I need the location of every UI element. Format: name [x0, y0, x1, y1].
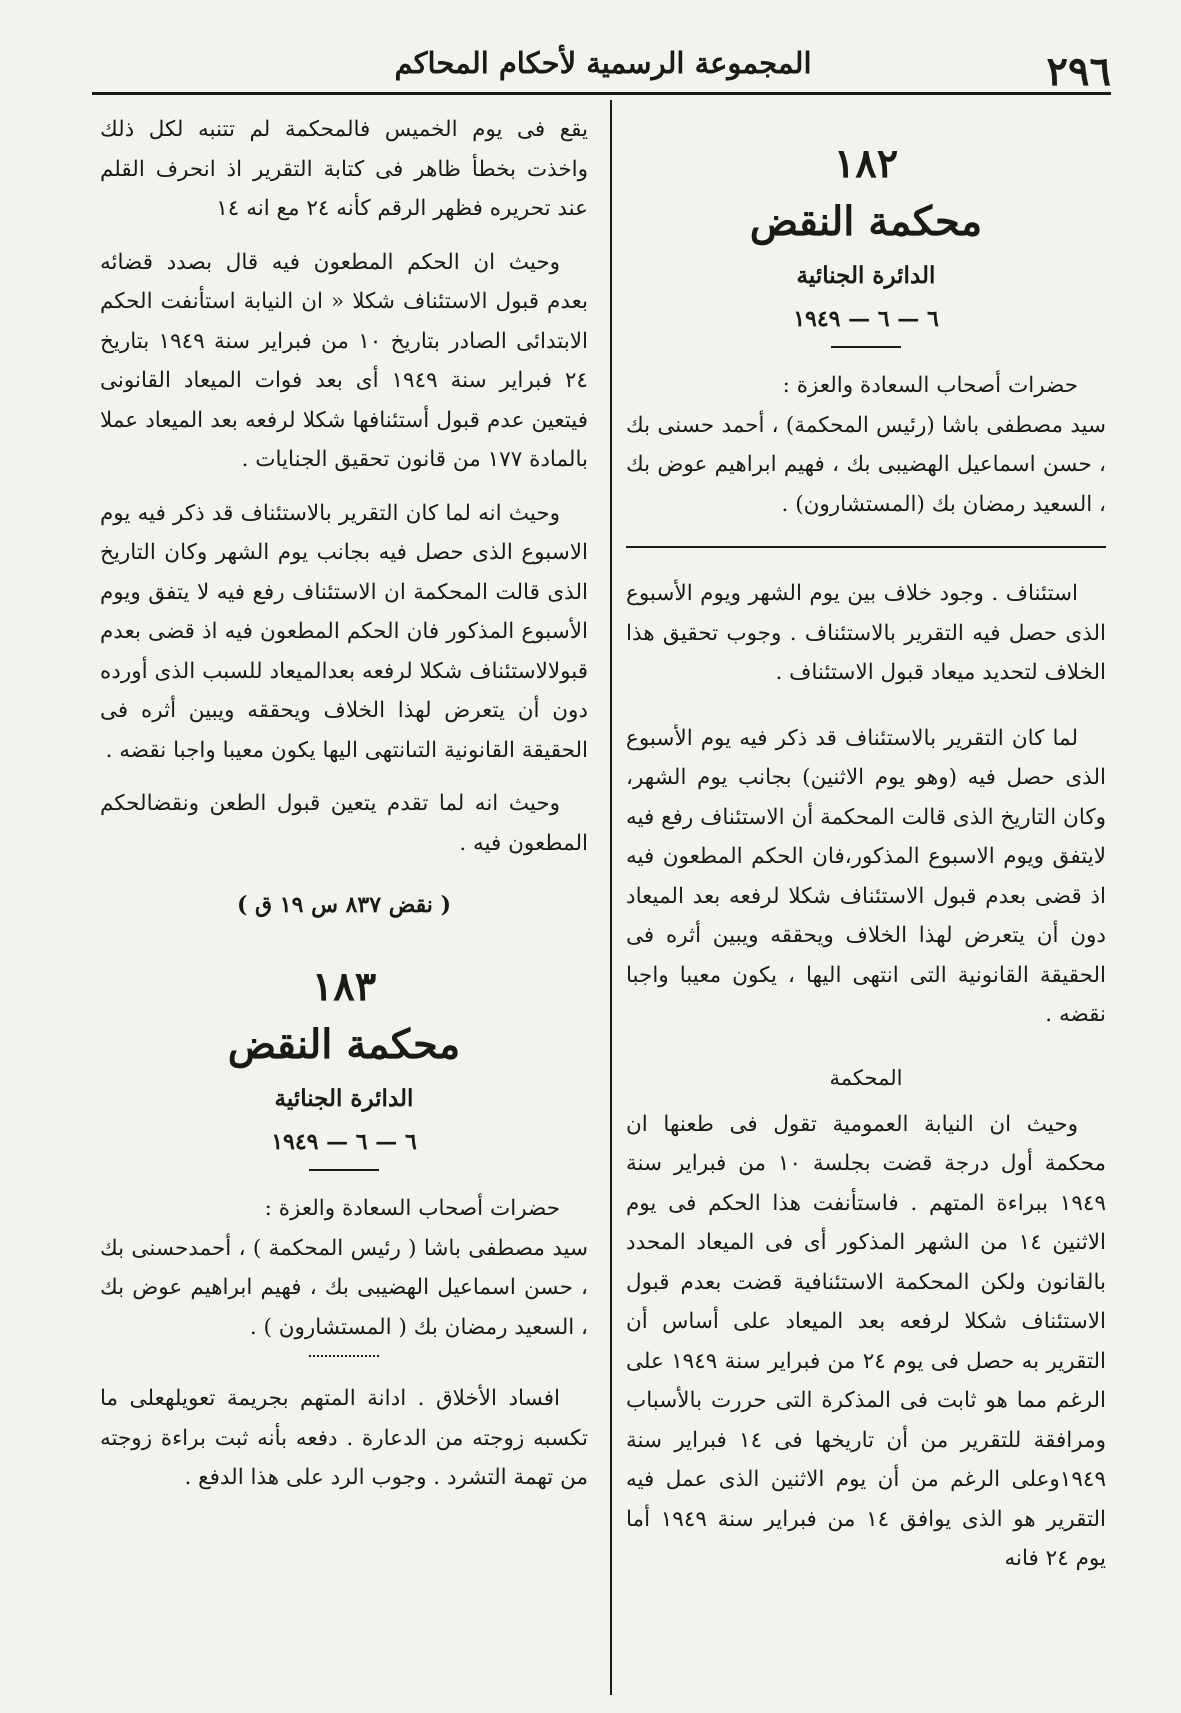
page-number: ٢٩٦ [1046, 48, 1111, 95]
short-rule [831, 346, 901, 348]
circuit-name: الدائرة الجنائية [274, 1085, 414, 1112]
headnote-rule [626, 546, 1106, 548]
court-name: محكمة النقض [749, 198, 983, 245]
judges-list: سيد مصطفى باشا (رئيس المحكمة) ، أحمد حسنى بك ، حسن اسماعيل الهضيبى بك ، فهيم ابراهيم عوض بك ، السعيد رمضان بك (المستشارون) . [626, 412, 1106, 517]
paragraph: وحيث انه لما تقدم يتعين قبول الطعن ونقضالحكم المطعون فيه . [100, 791, 588, 856]
headnote: استئناف . وجود خلاف بين يوم الشهر ويوم الأسبوع الذى حصل فيه التقرير بالاستئناف . وجوب تحقيق هذا الخلاف لتحديد ميعاد قبول الاستئناف . [626, 581, 1106, 685]
column-divider [610, 100, 612, 1695]
circuit-name: الدائرة الجنائية [796, 262, 936, 289]
running-title: المجموعة الرسمية لأحكام المحاكم [394, 46, 812, 80]
header-rule [92, 92, 1111, 95]
page-header [95, 40, 1111, 95]
short-rule [309, 1169, 379, 1171]
judgment-date: ٦ — ٦ — ١٩٤٩ [793, 306, 939, 332]
judges-list: سيد مصطفى باشا ( رئيس المحكمة ) ، أحمدحسنى بك ، حسن اسماعيل الهضيبى بك ، فهيم ابراهيم عوض بك ، السعيد رمضان بك ( المستشارون ) . [100, 1235, 588, 1340]
judges-intro: حضرات أصحاب السعادة والعزة : [264, 1196, 560, 1221]
section-title: المحكمة [829, 1065, 903, 1090]
judgment-date: ٦ — ٦ — ١٩٤٩ [271, 1129, 417, 1155]
legal-principle: لما كان التقرير بالاستئناف قد ذكر فيه يوم الأسبوع الذى حصل فيه (وهو يوم الاثنين) بجانب يوم الشهر، وكان التاريخ الذى قالت المحكمة أن الاستئناف رفع فيه لايتفق ويوم الاسبوع المذكور،فان الحكم المطعون فيه اذ قضى بعدم قبول الاستئناف شكلا لرفعه بعد الميعاد دون أن يتعرض لهذا الخلاف ويحققه ويبين أثره فى الحقيقة القانونية التى انتهى اليها ، يكون معيبا واجبا نقضه . [626, 725, 1106, 1027]
right-column [626, 110, 1106, 1579]
case-number: ١٨٢ [833, 140, 899, 187]
case-citation: ( نقض ٨٣٧ س ١٩ ق ) [236, 892, 451, 918]
left-column [100, 110, 588, 1498]
court-name: محكمة النقض [227, 1021, 461, 1068]
headnote: افساد الأخلاق . ادانة المتهم بجريمة تعويلهعلى ما تكسبه زوجته من الدعارة . دفعه بأنه ثبت براءة زوجته من تهمة التشرد . وجوب الرد على هذا الدفع . [100, 1386, 588, 1490]
judges-intro: حضرات أصحاب السعادة والعزة : [782, 373, 1078, 398]
paragraph: يقع فى يوم الخميس فالمحكمة لم تتنبه لكل ذلك واخذت بخطأ ظاهر فى كتابة التقرير اذ انحرف القلم عند تحريره فظهر الرقم كأنه ٢٤ مع انه ١٤ [100, 117, 588, 221]
judgment-text: وحيث ان النيابة العمومية تقول فى طعنها ان محكمة أول درجة قضت بجلسة ١٠ من فبراير سنة ١٩٤٩ ببراءة المتهم . فاستأنفت هذا الحكم فى يوم الاثنين ١٤ من الشهر المذكور أى فى الميعاد المحدد بالقانون ولكن المحكمة الاستئنافية قضت بعدم قبول الاستئناف شكلا لرفعه بعد الميعاد على أساس أن التقرير به حصل فى يوم ٢٤ من فبراير سنة ١٩٤٩ على الرغم مما هو ثابت فى المذكرة التى حررت بالأسباب ومرافقة للتقرير من أن تاريخها فى ١٤ فبراير سنة ١٩٤٩وعلى الرغم من أن يوم الاثنين الذى عمل فيه التقرير هو الذى يوافق ١٤ من فبراير سنة ١٩٤٩ أما يوم ٢٤ فانه [626, 1111, 1106, 1571]
paragraph: وحيث ان الحكم المطعون فيه قال بصدد قضائه بعدم قبول الاستئناف شكلا « ان النيابة استأنفت الحكم الابتدائى الصادر بتاريخ ١٠ من فبراير سنة ١٩٤٩ بتاريخ ٢٤ فبراير سنة ١٩٤٩ أى بعد فوات الميعاد القانونى فيتعين عدم قبول أستئنافها شكلا لرفعه بعد الميعاد عملا بالمادة ١٧٧ من قانون تحقيق الجنايات . [100, 249, 588, 472]
case-number: ١٨٣ [311, 963, 377, 1010]
dotted-rule [309, 1355, 379, 1357]
paragraph: وحيث انه لما كان التقرير بالاستئناف قد ذكر فيه يوم الاسبوع الذى حصل فيه بجانب يوم الشهر وكان التاريخ الذى قالت المحكمة ان الاستئناف رفع فيه لا يتفق ويوم الأسبوع المذكور فان الحكم المطعون فيه اذ قضى بعدم قبولالاستئناف شكلا لرفعه بعدالميعاد للسبب الذى أورده دون أن يتعرض لهذا الخلاف ويحققه ويبين أثره فى الحقيقة القانونية التىانتهى اليها يكون معيبا واجبا نقضه . [100, 500, 588, 763]
